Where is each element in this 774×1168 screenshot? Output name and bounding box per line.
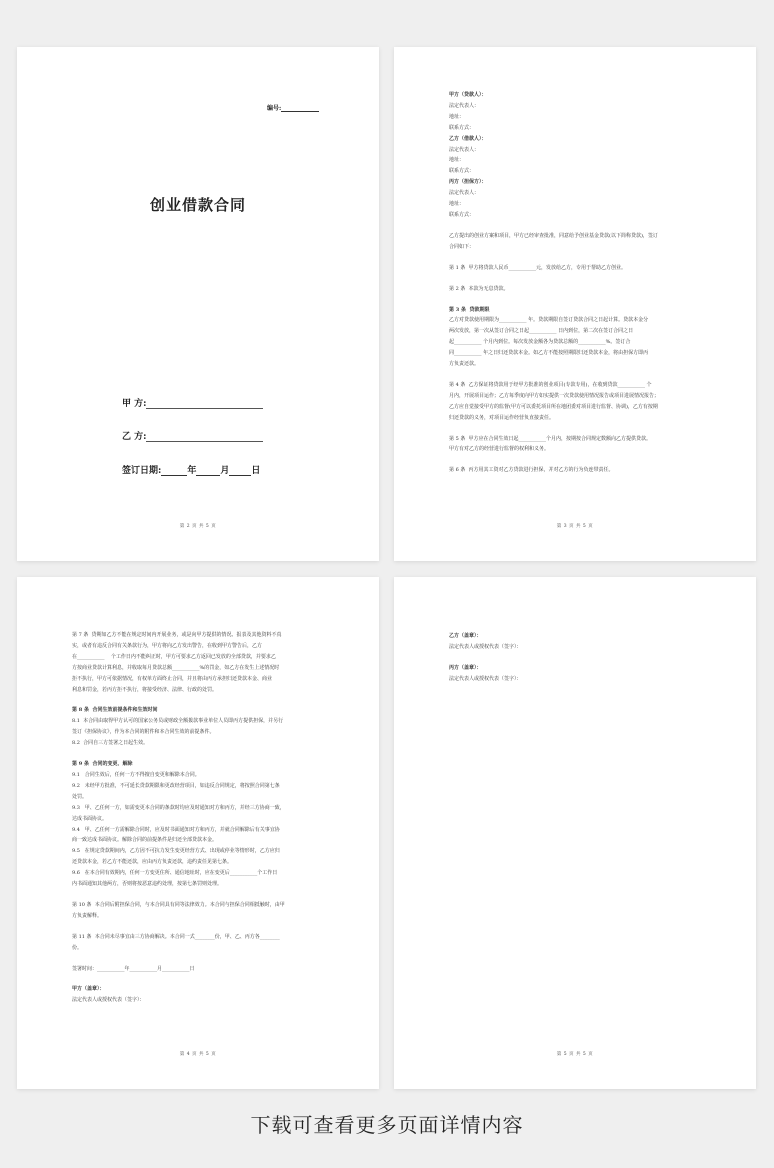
page-body	[72, 630, 323, 1006]
clause-heading: 第 9 条 合同的变更、解除	[72, 761, 133, 768]
clause-heading: 第 8 条 合同生效前提条件和生效时间	[72, 707, 158, 714]
clause-line: 签订《担保协议》，作为本合同的附件和本合同生效的前提条件。	[72, 729, 215, 736]
clause-line: 甲方有对乙方的经营进行监督的权利和义务。	[449, 446, 550, 453]
sign-date-field	[122, 463, 260, 476]
clause-line: 9.4 甲、乙任何一方需解除合同时，应及时书面通知对方和丙方，并就合同解除后有关事宜协	[72, 826, 280, 833]
clause-line: 第 10 条 本合同后附担保合同，与本合同具有同等法律效力。本合同与担保合同相抵触时，由甲	[72, 901, 285, 908]
clause-heading: 第 3 条 贷款期限	[449, 306, 490, 313]
day-label: 日	[251, 466, 261, 476]
clause-line: 实，或者有违反合同有关条款行为，甲方将向乙方发出警告，在收到甲方警告后，乙方	[72, 642, 263, 649]
clause-line: 9.1 合同生效后，任何一方不得擅自变更和解除本合同。	[72, 771, 200, 778]
clause-line: 联系方式：	[449, 124, 475, 131]
paragraph-gap	[449, 455, 700, 465]
contract-number-label	[267, 103, 319, 112]
year-label: 年	[187, 466, 197, 476]
year-blank	[161, 466, 187, 476]
clause-line: 份。	[72, 944, 83, 951]
clause-line: 第 2 条 本款为无息贷款。	[449, 285, 509, 292]
clause-line: 内书面通知其他两方，否则将按恶意违约处理，按第七条罚则处理。	[72, 881, 223, 888]
clause-line: 起___________ 个月内到位。每次发放金额各为贷款总额的___________%。签订合	[449, 339, 631, 346]
watermark	[111, 479, 124, 501]
paragraph-gap	[449, 653, 700, 663]
contract-page-4	[394, 577, 756, 1089]
page-footer: 第 4 页 共 5 页	[179, 1052, 217, 1057]
party-a-label: 甲 方:	[122, 399, 147, 409]
clause-line: 第 5 条 甲方应在合同生效日起___________个月内，按期按合同规定数额向乙方提供贷款。	[449, 435, 652, 442]
day-blank	[229, 466, 251, 476]
contract-number-text: 编号:	[267, 105, 282, 112]
clause-line: 法定代表人或授权代表（签字）：	[72, 997, 145, 1004]
clause-line: 月内，开展项目运作；乙方每季度向甲方如实提供一次贷款使用情况报告或项目进展情况报告；	[449, 392, 660, 399]
party-a-blank	[146, 399, 263, 409]
paragraph-gap	[72, 922, 323, 932]
clause-line: 乙方提出的创业方案和项目，甲方已经审查批准，同意给予创业基金贷款(以下简称贷款)，签订	[449, 232, 658, 239]
clause-line: 8.1 本合同由取得甲方认可的国家公务员或财政全额拨款事业单位人员即丙方提供担保，并另行	[72, 718, 284, 725]
month-label: 月	[220, 466, 230, 476]
page-footer: 第 5 页 共 5 页	[556, 1052, 594, 1057]
clause-line: 地址：	[449, 157, 465, 164]
clause-line: 拒不执行，甲方可依据情况，有权单方面终止合同，并且将由丙方承担归还贷款本金、商业	[72, 675, 273, 682]
contract-page-3	[17, 577, 379, 1089]
clause-line: 同___________ 年之日归还贷款本金。如乙方不能按照期限归还贷款本金，将由担保方即丙	[449, 350, 649, 357]
clause-line: 9.3 甲、乙任何一方，如需变更本合同的条款时均应及时通知对方和丙方，并经三方协商一致，	[72, 804, 285, 811]
clause-line: 8.2 合同自三方签署之日起生效。	[72, 740, 149, 747]
clause-line: 方负责解释。	[72, 912, 103, 919]
clause-line: 第 1 条 甲方将贷款人民币___________元，发放给乙方，专用于帮助乙方创业。	[449, 264, 627, 271]
clause-line: 商一致达成书面协议。解除合同的前提条件是归还全部贷款本金。	[72, 837, 218, 844]
clause-line: 联系方式：	[449, 211, 475, 218]
clause-line: 第 4 条 乙方保证将贷款用于经甲方批准的创业项目(专款专用)，在收到贷款___________ 个	[449, 381, 652, 388]
clause-line: 方负责还款。	[449, 361, 480, 368]
contract-number-blank	[281, 105, 319, 112]
party-b-field	[122, 429, 263, 442]
page-body	[449, 631, 700, 685]
clause-line: 9.2 未经甲方批准，不可延长贷款期限和更改经营项目，如违反合同规定，将按照合同第七条	[72, 782, 280, 789]
clause-line: 法定代表人：	[449, 102, 480, 109]
paragraph-gap	[449, 221, 700, 231]
paragraph-gap	[449, 274, 700, 284]
clause-line: 方按商业贷款计算利息，并收取每月贷款总额___________%的罚金，如乙方在发生上述情况时	[72, 664, 280, 671]
clause-line: 法定代表人：	[449, 146, 480, 153]
clause-line: 地址：	[449, 201, 465, 208]
clause-line: 在___________ 个工作日内不能纠正时，甲方可要求乙方返回已发放的全部贷款，并要求乙	[72, 653, 276, 660]
clause-line: 第 6 条 丙方用其工资对乙方贷款进行担保，并对乙方的行为负连带责任。	[449, 467, 614, 474]
clause-line: 第 7 条 贷期如乙方不能在规定时间内开展业务，或是向甲方提供的情况、报表及其他资料不真	[72, 632, 282, 638]
page-body	[449, 90, 700, 476]
clause-heading: 丙方（担保方）：	[449, 179, 487, 186]
clause-heading: 甲方（盖章）：	[72, 986, 105, 993]
page-footer: 第 2 页 共 5 页	[179, 524, 217, 529]
paragraph-gap	[72, 890, 323, 900]
clause-line: 签署时间：___________年___________月___________日	[72, 965, 195, 972]
contract-page-2	[394, 47, 756, 561]
clause-line: 两次发放，第一次从签订合同之日起___________ 日内到位，第二次在签订合同之日	[449, 328, 634, 335]
paragraph-gap	[449, 424, 700, 434]
clause-line: 还贷款本金，若乙方不能还款，应由丙方负责还款，违约责任见第七条。	[72, 859, 233, 866]
clause-heading: 乙方（借款人）：	[449, 135, 487, 142]
clause-line: 处罚。	[72, 793, 88, 800]
clause-line: 法定代表人或授权代表（签字）：	[449, 675, 522, 682]
clause-line: 乙方对贷款使用期限为___________ 年。贷款期限自签订贷款合同之日起计算。贷款本金分	[449, 317, 649, 324]
party-a-field	[122, 396, 263, 409]
clause-heading: 丙方（盖章）：	[449, 664, 482, 671]
clause-line: 乙方应自觉接受甲方的监督(甲方可以委托项目所在地团委对项目进行监督、协调)，乙方有按期	[449, 403, 658, 410]
month-blank	[196, 466, 220, 476]
paragraph-gap	[72, 974, 323, 984]
clause-heading: 乙方（盖章）：	[449, 633, 482, 639]
clause-line: 达成书面协议。	[72, 815, 108, 822]
paragraph-gap	[72, 749, 323, 759]
download-caption[interactable]: 下载可查看更多页面详情内容	[250, 1113, 524, 1137]
clause-line: 合同如下：	[449, 243, 475, 250]
clause-line: 地址：	[449, 113, 465, 120]
clause-line: 联系方式：	[449, 168, 475, 175]
party-b-label: 乙 方:	[122, 432, 147, 442]
clause-heading: 甲方（贷款人）：	[449, 92, 487, 98]
contract-title: 创业借款合同	[149, 196, 246, 214]
sign-date-label: 签订日期:	[122, 466, 162, 476]
paragraph-gap	[449, 370, 700, 380]
paragraph-gap	[72, 954, 323, 964]
clause-line: 9.6 在本合同有效期内，任何一方变更住所、通信地址时，应在变更后___________个工作日	[72, 870, 278, 877]
paragraph-gap	[449, 295, 700, 305]
clause-line: 第 11 条 本合同未尽事宜由三方协商解决。本合同一式________份，甲、乙、丙方各________	[72, 933, 280, 940]
paragraph-gap	[72, 695, 323, 705]
party-b-blank	[146, 432, 263, 442]
clause-line: 9.5 在规定贷款期间内，乙方因不可抗力发生变更经营方式、出现或停业等情形时，乙方应归	[72, 848, 280, 855]
clause-line: 归还贷款的义务，对项目运作经营负直接责任。	[449, 414, 555, 421]
clause-line: 利息和罚金，若丙方拒不执行，将接受经济、法律、行政的处罚。	[72, 686, 218, 693]
clause-line: 法定代表人：	[449, 190, 480, 197]
paragraph-gap	[449, 253, 700, 263]
page-footer: 第 3 页 共 5 页	[556, 524, 594, 529]
contract-page-cover	[17, 47, 379, 561]
clause-line: 法定代表人或授权代表（签字）：	[449, 643, 522, 650]
